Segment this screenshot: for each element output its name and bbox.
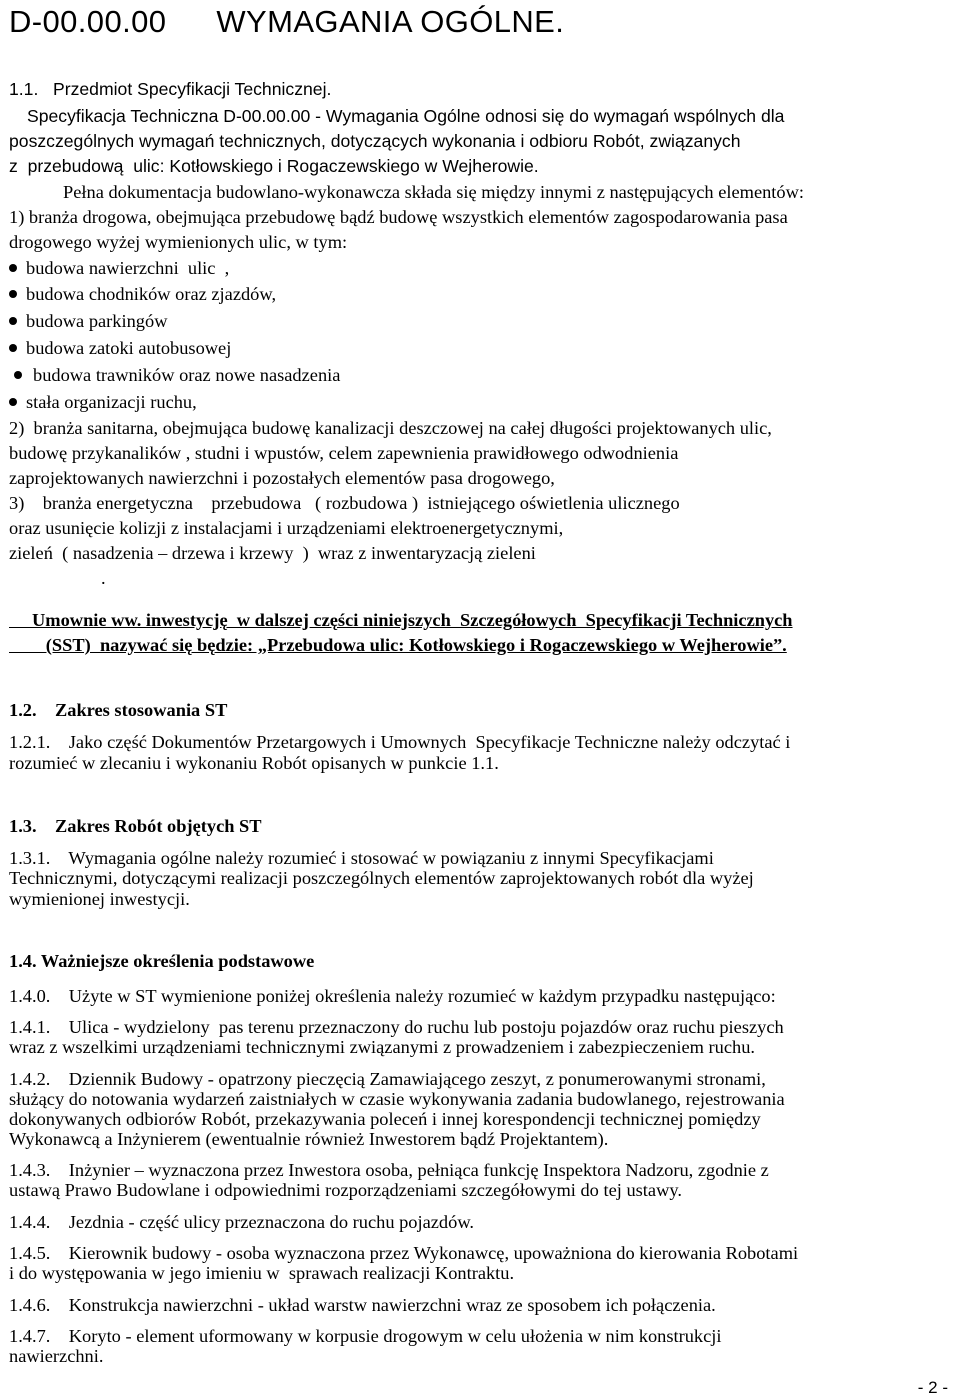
paragraph-line: oraz usunięcie kolizji z instalacjami i urządzeniami elektroenergetycznymi,	[9, 518, 564, 538]
definition-line: 1.4.5. Kierownik budowy - osoba wyznaczona przez Wykonawcę, upoważniona do kierowania Robotami	[9, 1243, 799, 1263]
bullet-icon	[9, 317, 17, 325]
paragraph-line: zaprojektowanych nawierzchni i pozostałych elementów pasa drogowego,	[9, 468, 555, 488]
section-1-3-heading: 1.3. Zakres Robót objętych ST	[9, 816, 262, 836]
list-item: budowa zatoki autobusowej	[26, 338, 232, 358]
paragraph-line: Specyfikacja Techniczna D-00.00.00 - Wymagania Ogólne odnosi się do wymagań wspólnych dla	[27, 106, 785, 126]
definition-line: służący do notowania wydarzeń zaistniałych w czasie wykonywania zadania budowlanego, rejestrowania	[9, 1089, 785, 1109]
paragraph-line: 1) branża drogowa, obejmująca przebudowę bądź budowę wszystkich elementów zagospodarowania pasa	[9, 207, 788, 227]
paragraph-line: drogowego wyżej wymienionych ulic, w tym:	[9, 232, 348, 252]
definition-line: 1.4.7. Koryto - element uformowany w korpusie drogowym w celu ułożenia w nim konstrukcji	[9, 1326, 722, 1346]
definition-line: 1.4.6. Konstrukcja nawierzchni - układ warstw nawierzchni wraz ze sposobem ich połączenia.	[9, 1295, 716, 1315]
definition-line: 1.4.2. Dziennik Budowy - opatrzony pieczęcią Zamawiającego zeszyt, z ponumerowanymi stronami,	[9, 1069, 766, 1089]
definition-line: Wykonawcą a Inżynierem (ewentualnie również Inwestorem bądź Projektantem).	[9, 1129, 609, 1149]
definition-line: dokonywanych odbiorów Robót, przekazywania poleceń i innej korespondencji technicznej pomiędzy	[9, 1109, 761, 1129]
definition-line: nawierzchni.	[9, 1346, 104, 1366]
investment-name-line: Umownie ww. inwestycję w dalszej części niniejszych Szczegółowych Specyfikacji Technicznych	[9, 610, 793, 630]
paragraph-line: wymienionej inwestycji.	[9, 889, 190, 909]
paragraph-line: poszczególnych wymagań technicznych, dotyczących wykonania i odbioru Robót, związanych	[9, 131, 741, 151]
spec-code: D-00.00.00	[9, 4, 167, 39]
definition-line: i do występowania w jego imieniu w sprawach realizacji Kontraktu.	[9, 1263, 515, 1283]
paragraph-line: zieleń ( nasadzenia – drzewa i krzewy ) wraz z inwentaryzacją zieleni	[9, 543, 536, 563]
bullet-icon	[9, 290, 17, 298]
paragraph-line: 1.2.1. Jako część Dokumentów Przetargowych i Umownych Specyfikacje Techniczne należy odczytać i	[9, 732, 791, 752]
definition-line: 1.4.4. Jezdnia - część ulicy przeznaczona do ruchu pojazdów.	[9, 1212, 475, 1232]
paragraph-line: Pełna dokumentacja budowlano-wykonawcza składa się między innymi z następujących elementów:	[63, 182, 805, 202]
paragraph-line: 2) branża sanitarna, obejmująca budowę kanalizacji deszczowej na całej długości projektowanych ulic,	[9, 418, 772, 438]
bullet-icon	[9, 398, 17, 406]
paragraph-line: z przebudową ulic: Kotłowskiego i Rogaczewskiego w Wejherowie.	[9, 156, 539, 176]
list-item: budowa nawierzchni ulic ,	[26, 258, 230, 278]
paragraph-line: Technicznymi, dotyczącymi realizacji poszczególnych elementów zaprojektowanych robót dla wyżej	[9, 868, 754, 888]
bullet-icon	[14, 371, 22, 379]
spec-title: WYMAGANIA OGÓLNE.	[216, 4, 565, 39]
list-item: stała organizacji ruchu,	[26, 392, 197, 412]
paragraph-line: budowę przykanalików , studni i wpustów, celem zapewnienia prawidłowego odwodnienia	[9, 443, 679, 463]
section-1-1-heading: 1.1. Przedmiot Specyfikacji Technicznej.	[9, 79, 332, 99]
bullet-icon	[9, 344, 17, 352]
definition-line: 1.4.0. Użyte w ST wymienione poniżej określenia należy rozumieć w każdym przypadku następująco:	[9, 986, 776, 1006]
bullet-icon	[9, 264, 17, 272]
paragraph-line: .	[9, 568, 106, 588]
list-item: budowa trawników oraz nowe nasadzenia	[33, 365, 341, 385]
investment-name-line: (SST) nazywać się będzie: „Przebudowa ulic: Kotłowskiego i Rogaczewskiego w Wejherowie”.	[9, 635, 787, 655]
list-item: budowa chodników oraz zjazdów,	[26, 284, 277, 304]
definition-line: 1.4.1. Ulica - wydzielony pas terenu przeznaczony do ruchu lub postoju pojazdów oraz ruchu pieszych	[9, 1017, 784, 1037]
list-item: budowa parkingów	[26, 311, 168, 331]
page-number: - 2 -	[917, 1378, 948, 1397]
paragraph-line: 3) branża energetyczna przebudowa ( rozbudowa ) istniejącego oświetlenia ulicznego	[9, 493, 680, 513]
document-title	[9, 2, 564, 42]
definition-line: ustawą Prawo Budowlane i odpowiednimi rozporządzeniami szczegółowymi do tej ustawy.	[9, 1180, 682, 1200]
definition-line: 1.4.3. Inżynier – wyznaczona przez Inwestora osoba, pełniąca funkcję Inspektora Nadzoru, zgodnie z	[9, 1160, 769, 1180]
section-1-4-heading: 1.4. Ważniejsze określenia podstawowe	[9, 951, 315, 971]
section-1-2-heading: 1.2. Zakres stosowania ST	[9, 700, 228, 720]
paragraph-line: rozumieć w zlecaniu i wykonaniu Robót opisanych w punkcie 1.1.	[9, 753, 499, 773]
paragraph-line: 1.3.1. Wymagania ogólne należy rozumieć i stosować w powiązaniu z innymi Specyfikacjami	[9, 848, 714, 868]
definition-line: wraz z wszelkimi urządzeniami technicznymi związanymi z prowadzeniem i zabezpieczeniem ruchu.	[9, 1037, 755, 1057]
